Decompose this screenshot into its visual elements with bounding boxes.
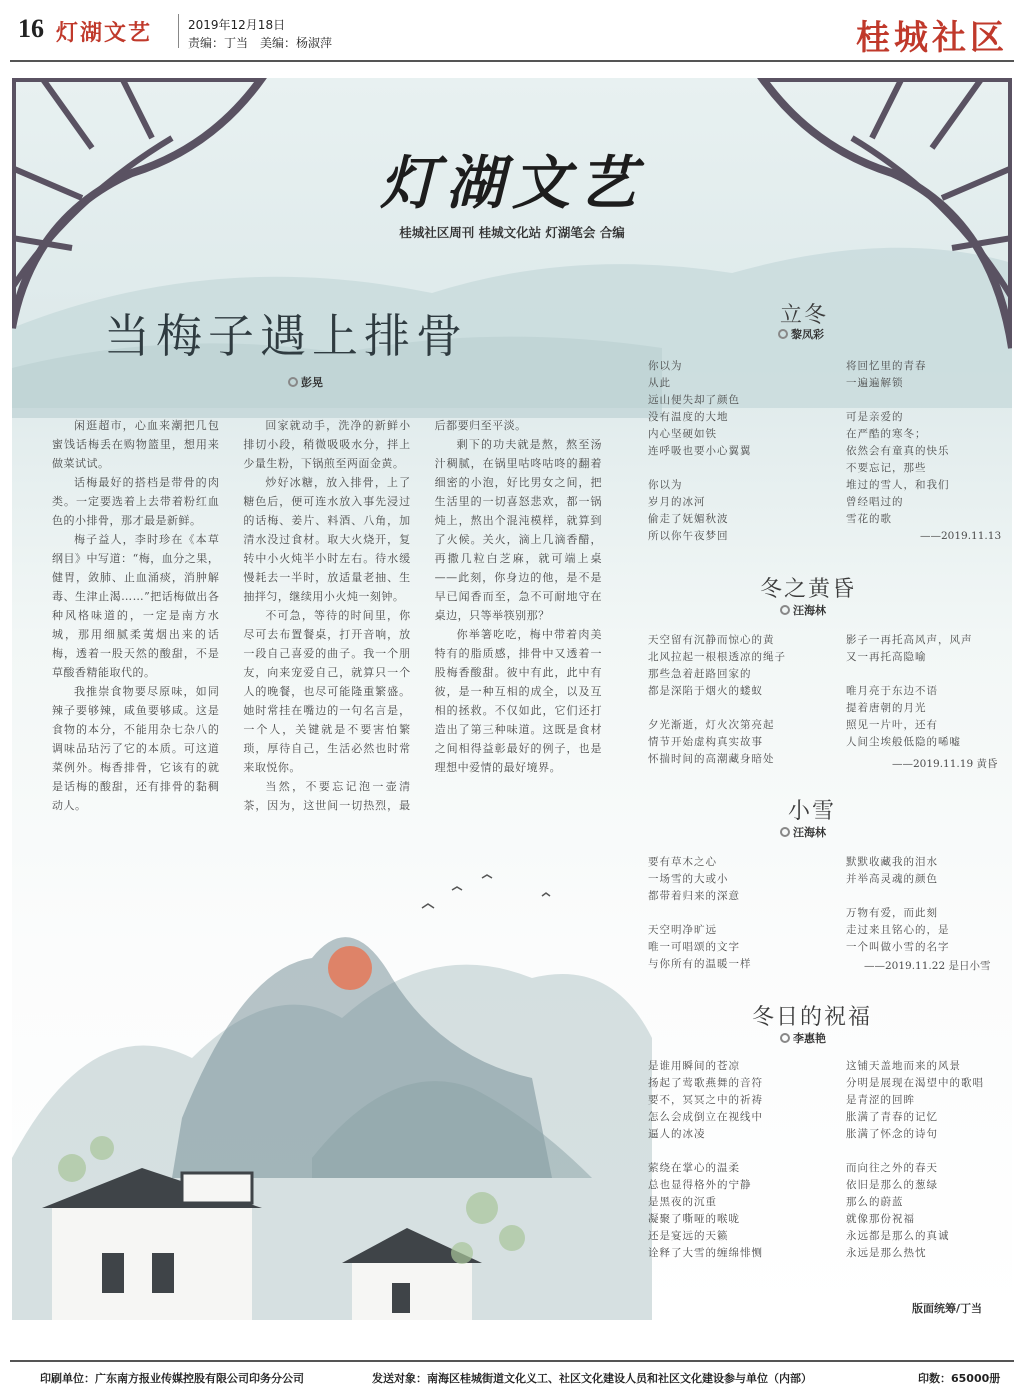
poem-title: 冬日的祝福 (752, 1005, 873, 1030)
byline-mark-icon (288, 377, 298, 387)
poem-right-column: 默默收藏我的泪水 并举高灵魂的颜色 万物有爱，而此刻 走过来且铭心的，是 一个叫做小雪的名字 (846, 856, 950, 953)
masthead (0, 0, 1024, 62)
poem-right-column: 这铺天盖地而来的风景 分明是展现在渴望中的歌唱 是青涩的回眸 胀满了青春的记忆 胀满了怀念的诗句 而向往之外的春天 依旧是那么的葱绿 那么的蔚蓝 就像那份祝福 永远都是那么的真诚 永远是那么热忱 (846, 1060, 984, 1259)
article-byline (288, 374, 323, 390)
page-footer (0, 1360, 1024, 1398)
article-paragraph: 我推崇食物要尽原味，如同辣子要够辣，咸鱼要够咸。这是食物的本分，不能用杂七杂八的调味品玷污了它的本质。可这道菜例外。梅香排骨，它该有的就是话梅的酸甜，还有排骨的黏稠动人。 (52, 685, 220, 812)
poem-title: 立冬 (780, 303, 829, 328)
article-paragraph: 不可急，等待的时间里，你尽可去布置餐桌，打开音响，放一段自己喜爱的曲子。我一个朋友，向来宠爱自己，就算只一个人的晚餐，也尽可能隆重繁盛。她时常挂在嘴边的一句名言是，一个人，关键就是不要害怕繁琐，厚待自己，生活必然也时常来取悦你。 (243, 609, 411, 774)
article-paragraph: 剩下的功夫就是熬，熬至汤汁稠腻，在锅里咕咚咕咚的翻着细密的小泡，好比男女之间，把生活里的一切喜怒悲欢，都一锅炖上，熬出个混沌模样，就算到了火候。关火，滴上几滴香醋，再撒几粒白芝麻，就可端上桌——此刻，你身边的他，是不是早已闻香而至，急不可耐地守在桌边，只等举筷别那？ (434, 438, 602, 622)
poem-date: ——2019.11.19 黄昏 (892, 758, 998, 770)
byline-mark-icon (780, 1033, 790, 1043)
article-paragraph: 回家就动手，洗净的新鲜小排切小段，稍微吸吸水分，拌上少量生粉，下锅煎至两面金黄。 (243, 419, 411, 470)
poem-left-column: 你以为 从此 远山便失却了颜色 没有温度的大地 内心坚硬如铁 连呼吸也要小心翼翼 你以为 岁月的冰河 偷走了妩媚秋波 所以你午夜梦回 (648, 360, 752, 542)
layout-credit: 版面统筹/丁当 (912, 1302, 983, 1315)
article-paragraph: 梅子益人，李时珍在《本草纲目》中写道：“梅，血分之果，健胃，敛肺、止血涌痰，消肿解毒、生津止渴……”把话梅做出各种风格味道的，一定是南方水城，那用细腻柔荑烟出来的话梅，透着一股天然的酸甜，不是草酸香精能取代的。 (52, 533, 220, 679)
poem-right-column: 将回忆里的青春 一遍遍解锁 可是亲爱的 在严酷的寒冬； 依然会有童真的快乐 不要忘记，那些 堆过的雪人，和我们 曾经唱过的 雪花的歌 (846, 360, 950, 525)
poem-author: 汪海林 (793, 826, 826, 839)
distribution-info: 发送对象：南海区桂城街道文化义工、社区文化建设人员和社区文化建设参与单位（内部） (372, 1372, 812, 1385)
poem-date: ——2019.11.13 (920, 530, 1002, 542)
brand-title: 桂城社区 (856, 18, 1008, 58)
circulation-info: 印数：65000册 (918, 1372, 1001, 1385)
printer-info: 印刷单位：广东南方报业传媒控股有限公司印务分公司 (40, 1372, 304, 1385)
article-paragraph: 当然，不要忘记泡一壶清茶，因为，这世间一切热烈，最后都要归至平淡。 (243, 419, 527, 812)
poem-left-column: 天空留有沉静而惊心的黄 北风拉起一根根透凉的绳子 那些急着赶路回家的 都是深陷于烟火的蝼蚁 夕光渐逝，灯火次第亮起 情节开始虚构真实故事 怀揣时间的高潮藏身暗处 (648, 634, 786, 765)
article-author: 彭晃 (301, 376, 323, 389)
poem-date: ——2019.11.22 是日小雪 (864, 960, 991, 972)
poem-title: 冬之黄昏 (760, 577, 857, 602)
supplement-logo: 灯湖文艺 (379, 149, 644, 217)
article-paragraph: 闲逛超市，心血来潮把几包蜜饯话梅丢在购物篮里，想用来做菜试试。 (52, 419, 220, 470)
article-body (52, 416, 602, 836)
section-name: 灯湖文艺 (56, 20, 153, 46)
byline-mark-icon (780, 605, 790, 615)
poem-author: 李惠艳 (793, 1032, 826, 1045)
poem-byline (780, 602, 826, 618)
article-title: 当梅子遇上排骨 (104, 309, 468, 363)
masthead-rule (10, 60, 1014, 62)
article-paragraph: 炒好冰糖，放入排骨，上了糖色后，便可连水放入事先浸过的话梅、姜片、料酒、八角，加清水没过食材。取大火烧开，复转中小火炖半小时左右。待水缓慢耗去一半时，放适量老抽、生抽拌匀，继续用小火炖一刻钟。 (243, 476, 411, 603)
poem-left-column: 要有草木之心 一场雪的大或小 都带着归来的深意 天空明净旷远 唯一可唱颂的文字 与你所有的温暖一样 (648, 856, 752, 970)
poem-title: 小雪 (788, 799, 837, 824)
poem-author: 汪海林 (793, 604, 826, 617)
publication-date: 2019年12月18日 (188, 18, 286, 32)
page-number: 16 (18, 14, 44, 43)
byline-mark-icon (778, 329, 788, 339)
masthead-divider (178, 14, 179, 48)
poem-right-column: 影子一再托高风声，风声 又一再托高隐喻 唯月亮于东边不语 提着唐朝的月光 照见一片叶，还有 人间尘埃般低隐的唏嘘 (846, 634, 973, 748)
editors-credit: 责编：丁当 美编：杨淑萍 (188, 36, 333, 50)
footer-rule (10, 1360, 1014, 1362)
poem-byline (780, 824, 826, 840)
poem-left-column: 是谁用瞬间的苍凉 扬起了莺歌燕舞的音符 要不，冥冥之中的祈祷 怎么会成倒立在视线中 逼人的冰凌 萦绕在掌心的温柔 总也显得格外的宁静 是黑夜的沉重 凝聚了嘶哑的喉咙 还是宴远的天籁 诠释了大雪的缠绵悱恻 (648, 1060, 763, 1259)
byline-mark-icon (780, 827, 790, 837)
article-paragraph: 话梅最好的搭档是带骨的肉类。一定要选着上去带着粉红血色的小排骨，那才最是新鲜。 (52, 476, 220, 527)
article-paragraph: 你举箸吃吃，梅中带着肉美特有的脂质感，排骨中又透着一股梅香酸甜。彼中有此，此中有彼，是一种互相的成全，以及互相的拯救。不仅如此，它们还打造出了第三种味道。这既是食材之间相得益彰最好的例子，也是理想中爱情的最好境界。 (434, 628, 602, 774)
page-frame (12, 78, 1012, 1320)
poem-author: 黎凤彩 (791, 328, 824, 341)
poem-byline (778, 326, 824, 342)
supplement-subtitle: 桂城社区周刊 桂城文化站 灯湖笔会 合编 (399, 225, 625, 240)
poem-byline (780, 1030, 826, 1046)
